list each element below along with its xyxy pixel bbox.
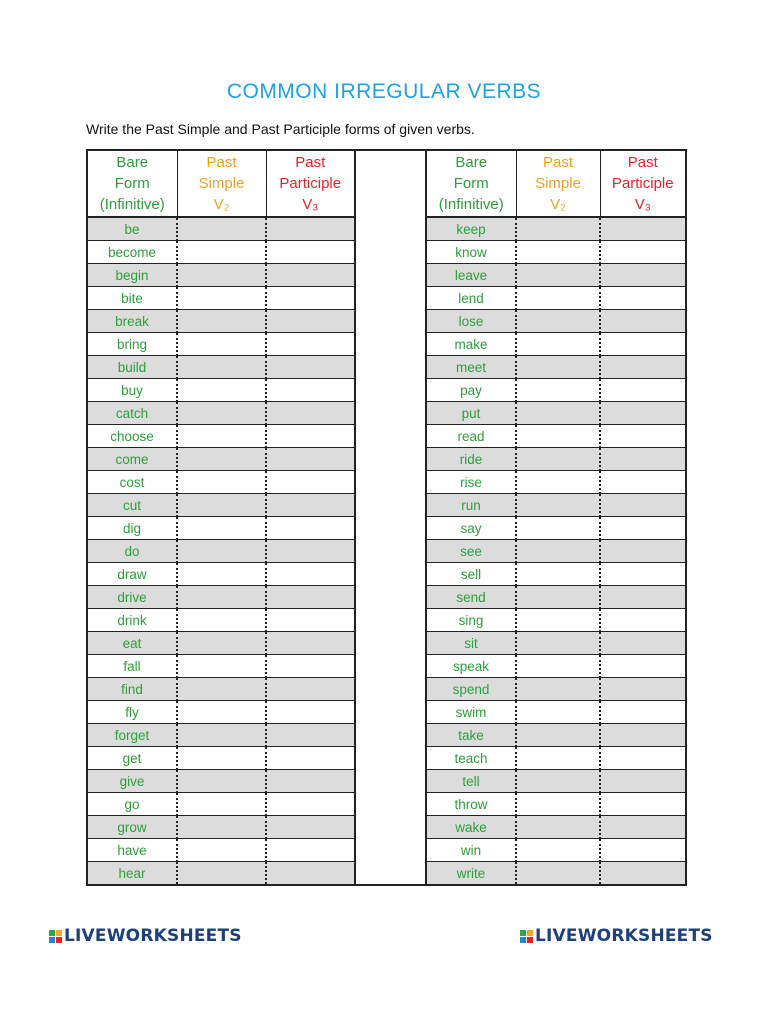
past-simple-answer-cell[interactable] — [516, 655, 600, 678]
past-simple-answer-cell[interactable] — [177, 793, 266, 816]
past-simple-answer-cell[interactable] — [177, 217, 266, 241]
past-simple-answer-cell[interactable] — [516, 471, 600, 494]
verb-row — [426, 839, 686, 862]
verb-row — [426, 217, 686, 241]
header-line: Past — [542, 154, 573, 171]
verb-row — [87, 747, 355, 770]
past-participle-answer-cell[interactable] — [266, 655, 355, 678]
verb-row — [426, 701, 686, 724]
bare-form-cell: put — [426, 402, 516, 425]
verb-row — [426, 586, 686, 609]
past-simple-answer-cell[interactable] — [516, 724, 600, 747]
verb-row — [426, 540, 686, 563]
bare-form-cell: pay — [426, 379, 516, 402]
bare-form-cell: lose — [426, 310, 516, 333]
verb-row — [426, 770, 686, 793]
verb-row — [87, 471, 355, 494]
verb-row — [87, 632, 355, 655]
verb-row — [87, 356, 355, 379]
bare-form-cell: forget — [87, 724, 177, 747]
past-participle-answer-cell[interactable] — [600, 609, 686, 632]
bare-form-cell: drink — [87, 609, 177, 632]
bare-form-cell: spend — [426, 678, 516, 701]
past-participle-answer-cell[interactable] — [266, 287, 355, 310]
past-participle-answer-cell[interactable] — [600, 471, 686, 494]
bare-form-cell: dig — [87, 517, 177, 540]
past-simple-answer-cell[interactable] — [516, 701, 600, 724]
header-line: Past — [206, 154, 237, 171]
past-simple-answer-cell[interactable] — [177, 609, 266, 632]
past-participle-answer-cell[interactable] — [266, 217, 355, 241]
past-participle-answer-cell[interactable] — [600, 425, 686, 448]
header-bare-form — [87, 150, 177, 217]
verb-row — [426, 563, 686, 586]
verb-row — [426, 724, 686, 747]
bare-form-cell: win — [426, 839, 516, 862]
bare-form-cell: break — [87, 310, 177, 333]
past-participle-answer-cell[interactable] — [600, 701, 686, 724]
past-participle-answer-cell[interactable] — [600, 793, 686, 816]
past-simple-answer-cell[interactable] — [516, 563, 600, 586]
bare-form-cell: go — [87, 793, 177, 816]
verb-row — [87, 770, 355, 793]
bare-form-cell: know — [426, 241, 516, 264]
verb-row — [87, 310, 355, 333]
past-simple-answer-cell[interactable] — [516, 217, 600, 241]
past-simple-answer-cell[interactable] — [516, 264, 600, 287]
verb-row — [426, 678, 686, 701]
past-participle-answer-cell[interactable] — [600, 448, 686, 471]
past-simple-answer-cell[interactable] — [177, 356, 266, 379]
verb-table-left — [86, 149, 356, 886]
verb-row — [426, 379, 686, 402]
past-simple-answer-cell[interactable] — [177, 862, 266, 886]
past-participle-answer-cell[interactable] — [600, 586, 686, 609]
header-line: Simple — [198, 175, 245, 192]
past-participle-answer-cell[interactable] — [600, 264, 686, 287]
verb-row — [87, 678, 355, 701]
bare-form-cell: read — [426, 425, 516, 448]
past-participle-answer-cell[interactable] — [266, 586, 355, 609]
past-participle-answer-cell[interactable] — [600, 540, 686, 563]
past-participle-answer-cell[interactable] — [600, 724, 686, 747]
past-participle-answer-cell[interactable] — [600, 862, 686, 886]
verb-row — [87, 448, 355, 471]
bare-form-cell: build — [87, 356, 177, 379]
verb-row — [426, 287, 686, 310]
past-simple-answer-cell[interactable] — [177, 724, 266, 747]
verb-row — [426, 264, 686, 287]
bare-form-cell: write — [426, 862, 516, 886]
past-simple-answer-cell[interactable] — [177, 471, 266, 494]
past-simple-answer-cell[interactable] — [177, 701, 266, 724]
header-line: Form — [453, 175, 489, 192]
bare-form-cell: come — [87, 448, 177, 471]
bare-form-cell: get — [87, 747, 177, 770]
past-simple-answer-cell[interactable] — [516, 586, 600, 609]
past-simple-answer-cell[interactable] — [516, 287, 600, 310]
worksheet-title: COMMON IRREGULAR VERBS — [226, 80, 542, 103]
past-participle-answer-cell[interactable] — [266, 563, 355, 586]
bare-form-cell: hear — [87, 862, 177, 886]
past-simple-answer-cell[interactable] — [516, 816, 600, 839]
past-simple-answer-cell[interactable] — [516, 425, 600, 448]
bare-form-cell: choose — [87, 425, 177, 448]
header-line: Bare — [116, 154, 149, 171]
verb-row — [87, 724, 355, 747]
past-participle-answer-cell[interactable] — [266, 517, 355, 540]
verb-row — [87, 379, 355, 402]
bare-form-cell: send — [426, 586, 516, 609]
past-participle-answer-cell[interactable] — [600, 678, 686, 701]
past-participle-answer-cell[interactable] — [266, 632, 355, 655]
past-simple-answer-cell[interactable] — [177, 448, 266, 471]
header-line: Past — [295, 154, 326, 171]
verb-row — [87, 609, 355, 632]
bare-form-cell: meet — [426, 356, 516, 379]
past-simple-answer-cell[interactable] — [516, 770, 600, 793]
past-simple-answer-cell[interactable] — [516, 241, 600, 264]
verb-row — [87, 425, 355, 448]
past-participle-answer-cell[interactable] — [600, 770, 686, 793]
verb-row — [426, 310, 686, 333]
verb-row — [87, 264, 355, 287]
past-participle-answer-cell[interactable] — [266, 540, 355, 563]
past-participle-answer-cell[interactable] — [266, 724, 355, 747]
verb-row — [426, 862, 686, 886]
past-participle-answer-cell[interactable] — [600, 494, 686, 517]
past-participle-answer-cell[interactable] — [266, 379, 355, 402]
verb-row — [426, 425, 686, 448]
past-participle-answer-cell[interactable] — [266, 678, 355, 701]
bare-form-cell: rise — [426, 471, 516, 494]
bare-form-cell: give — [87, 770, 177, 793]
bare-form-cell: draw — [87, 563, 177, 586]
bare-form-cell: sing — [426, 609, 516, 632]
past-simple-answer-cell[interactable] — [177, 655, 266, 678]
bare-form-cell: sit — [426, 632, 516, 655]
bare-form-cell: find — [87, 678, 177, 701]
verb-row — [87, 563, 355, 586]
liveworksheets-logo-icon — [49, 930, 62, 943]
past-simple-answer-cell[interactable] — [177, 816, 266, 839]
header-line: Participle — [279, 175, 342, 192]
verb-row — [426, 448, 686, 471]
past-simple-answer-cell[interactable] — [177, 494, 266, 517]
header-past-simple — [516, 150, 600, 217]
past-simple-answer-cell[interactable] — [516, 678, 600, 701]
verb-row — [87, 517, 355, 540]
verb-rows-left — [87, 217, 355, 885]
past-participle-answer-cell[interactable] — [600, 632, 686, 655]
header-line: Simple — [535, 175, 581, 192]
past-participle-answer-cell[interactable] — [600, 517, 686, 540]
past-participle-answer-cell[interactable] — [266, 241, 355, 264]
past-participle-answer-cell[interactable] — [266, 264, 355, 287]
past-simple-answer-cell[interactable] — [516, 632, 600, 655]
past-simple-answer-cell[interactable] — [177, 264, 266, 287]
header-line: Form — [114, 175, 150, 192]
bare-form-cell: say — [426, 517, 516, 540]
past-simple-answer-cell[interactable] — [177, 839, 266, 862]
past-participle-answer-cell[interactable] — [266, 402, 355, 425]
bare-form-cell: swim — [426, 701, 516, 724]
verb-rows-right — [426, 217, 686, 885]
bare-form-cell: throw — [426, 793, 516, 816]
past-simple-answer-cell[interactable] — [516, 448, 600, 471]
verb-row — [87, 701, 355, 724]
past-participle-answer-cell[interactable] — [600, 839, 686, 862]
table-header-row — [87, 150, 355, 217]
bare-form-cell: become — [87, 241, 177, 264]
past-participle-answer-cell[interactable] — [600, 310, 686, 333]
past-simple-answer-cell[interactable] — [516, 540, 600, 563]
past-participle-answer-cell[interactable] — [600, 356, 686, 379]
past-simple-answer-cell[interactable] — [516, 862, 600, 886]
bare-form-cell: leave — [426, 264, 516, 287]
bare-form-cell: keep — [426, 217, 516, 241]
past-simple-answer-cell[interactable] — [177, 632, 266, 655]
past-simple-answer-cell[interactable] — [177, 402, 266, 425]
bare-form-cell: tell — [426, 770, 516, 793]
verb-row — [87, 586, 355, 609]
past-participle-answer-cell[interactable] — [266, 310, 355, 333]
logo-text: LIVEWORKSHEETS — [535, 926, 713, 946]
past-simple-answer-cell[interactable] — [516, 356, 600, 379]
liveworksheets-logo-icon — [520, 930, 533, 943]
past-participle-answer-cell[interactable] — [266, 816, 355, 839]
verb-row — [426, 471, 686, 494]
past-simple-answer-cell[interactable] — [177, 517, 266, 540]
past-simple-answer-cell[interactable] — [516, 793, 600, 816]
header-line: Participle — [611, 175, 674, 192]
past-participle-answer-cell[interactable] — [600, 379, 686, 402]
bare-form-cell: lend — [426, 287, 516, 310]
verb-row — [87, 494, 355, 517]
past-simple-answer-cell[interactable] — [177, 678, 266, 701]
table-header-row — [426, 150, 686, 217]
past-simple-answer-cell[interactable] — [177, 586, 266, 609]
past-participle-answer-cell[interactable] — [266, 448, 355, 471]
header-line: Bare — [455, 154, 488, 171]
bare-form-cell: do — [87, 540, 177, 563]
verb-row — [426, 356, 686, 379]
header-line: Past — [627, 154, 658, 171]
bare-form-cell: wake — [426, 816, 516, 839]
verb-row — [426, 632, 686, 655]
bare-form-cell: be — [87, 217, 177, 241]
verb-row — [426, 494, 686, 517]
verb-row — [87, 540, 355, 563]
verb-row — [426, 402, 686, 425]
past-participle-answer-cell[interactable] — [600, 402, 686, 425]
past-participle-answer-cell[interactable] — [600, 241, 686, 264]
verb-row — [426, 655, 686, 678]
bare-form-cell: cut — [87, 494, 177, 517]
past-simple-answer-cell[interactable] — [177, 425, 266, 448]
verb-row — [87, 655, 355, 678]
past-simple-answer-cell[interactable] — [177, 333, 266, 356]
bare-form-cell: drive — [87, 586, 177, 609]
past-participle-answer-cell[interactable] — [600, 287, 686, 310]
past-participle-answer-cell[interactable] — [266, 356, 355, 379]
past-participle-answer-cell[interactable] — [266, 609, 355, 632]
past-participle-answer-cell[interactable] — [266, 770, 355, 793]
verb-row — [87, 287, 355, 310]
header-past-participle — [266, 150, 355, 217]
past-simple-answer-cell[interactable] — [516, 379, 600, 402]
bare-form-cell: begin — [87, 264, 177, 287]
header-past-participle — [600, 150, 686, 217]
bare-form-cell: teach — [426, 747, 516, 770]
bare-form-cell: catch — [87, 402, 177, 425]
bare-form-cell: fall — [87, 655, 177, 678]
past-participle-answer-cell[interactable] — [266, 471, 355, 494]
bare-form-cell: see — [426, 540, 516, 563]
liveworksheets-logo — [49, 925, 242, 947]
bare-form-cell: make — [426, 333, 516, 356]
header-line: V₂ — [213, 196, 230, 213]
past-participle-answer-cell[interactable] — [600, 333, 686, 356]
header-bare-form — [426, 150, 516, 217]
past-simple-answer-cell[interactable] — [177, 747, 266, 770]
logo-text: LIVEWORKSHEETS — [64, 926, 242, 946]
header-line: (Infinitive) — [99, 196, 165, 213]
past-participle-answer-cell[interactable] — [600, 655, 686, 678]
bare-form-cell: speak — [426, 655, 516, 678]
bare-form-cell: bite — [87, 287, 177, 310]
past-simple-answer-cell[interactable] — [177, 540, 266, 563]
past-participle-answer-cell[interactable] — [266, 793, 355, 816]
past-simple-answer-cell[interactable] — [177, 379, 266, 402]
bare-form-cell: ride — [426, 448, 516, 471]
bare-form-cell: cost — [87, 471, 177, 494]
worksheet-instruction: Write the Past Simple and Past Participle forms of given verbs. — [86, 121, 475, 137]
verb-row — [87, 839, 355, 862]
header-line: V₂ — [550, 196, 566, 213]
liveworksheets-logo — [520, 925, 713, 947]
past-simple-answer-cell[interactable] — [177, 287, 266, 310]
past-simple-answer-cell[interactable] — [516, 333, 600, 356]
past-participle-answer-cell[interactable] — [600, 563, 686, 586]
bare-form-cell: sell — [426, 563, 516, 586]
verb-row — [426, 241, 686, 264]
header-past-simple — [177, 150, 266, 217]
past-participle-answer-cell[interactable] — [266, 425, 355, 448]
header-line: V₃ — [634, 196, 651, 213]
past-simple-answer-cell[interactable] — [516, 494, 600, 517]
verb-row — [87, 333, 355, 356]
verb-row — [426, 747, 686, 770]
verb-row — [426, 793, 686, 816]
verb-row — [426, 609, 686, 632]
past-participle-answer-cell[interactable] — [266, 701, 355, 724]
past-simple-answer-cell[interactable] — [177, 563, 266, 586]
past-participle-answer-cell[interactable] — [266, 839, 355, 862]
verb-row — [87, 402, 355, 425]
bare-form-cell: run — [426, 494, 516, 517]
past-simple-answer-cell[interactable] — [177, 241, 266, 264]
past-simple-answer-cell[interactable] — [177, 310, 266, 333]
past-simple-answer-cell[interactable] — [516, 839, 600, 862]
past-participle-answer-cell[interactable] — [600, 747, 686, 770]
past-simple-answer-cell[interactable] — [516, 310, 600, 333]
header-line: (Infinitive) — [438, 196, 504, 213]
past-simple-answer-cell[interactable] — [516, 517, 600, 540]
past-participle-answer-cell[interactable] — [600, 217, 686, 241]
past-participle-answer-cell[interactable] — [266, 494, 355, 517]
bare-form-cell: eat — [87, 632, 177, 655]
verb-row — [87, 816, 355, 839]
verb-row — [426, 517, 686, 540]
bare-form-cell: take — [426, 724, 516, 747]
bare-form-cell: buy — [87, 379, 177, 402]
past-participle-answer-cell[interactable] — [266, 862, 355, 886]
verb-row — [87, 217, 355, 241]
bare-form-cell: bring — [87, 333, 177, 356]
bare-form-cell: fly — [87, 701, 177, 724]
past-simple-answer-cell[interactable] — [516, 747, 600, 770]
past-simple-answer-cell[interactable] — [516, 609, 600, 632]
past-simple-answer-cell[interactable] — [516, 402, 600, 425]
past-participle-answer-cell[interactable] — [266, 747, 355, 770]
verb-row — [87, 241, 355, 264]
verb-row — [87, 862, 355, 886]
verb-table-right — [425, 149, 687, 886]
bare-form-cell: grow — [87, 816, 177, 839]
verb-row — [426, 816, 686, 839]
past-simple-answer-cell[interactable] — [177, 770, 266, 793]
past-participle-answer-cell[interactable] — [600, 816, 686, 839]
header-line: V₃ — [302, 196, 319, 213]
verb-row — [87, 793, 355, 816]
past-participle-answer-cell[interactable] — [266, 333, 355, 356]
table-spacer — [354, 149, 425, 886]
bare-form-cell: have — [87, 839, 177, 862]
verb-row — [426, 333, 686, 356]
